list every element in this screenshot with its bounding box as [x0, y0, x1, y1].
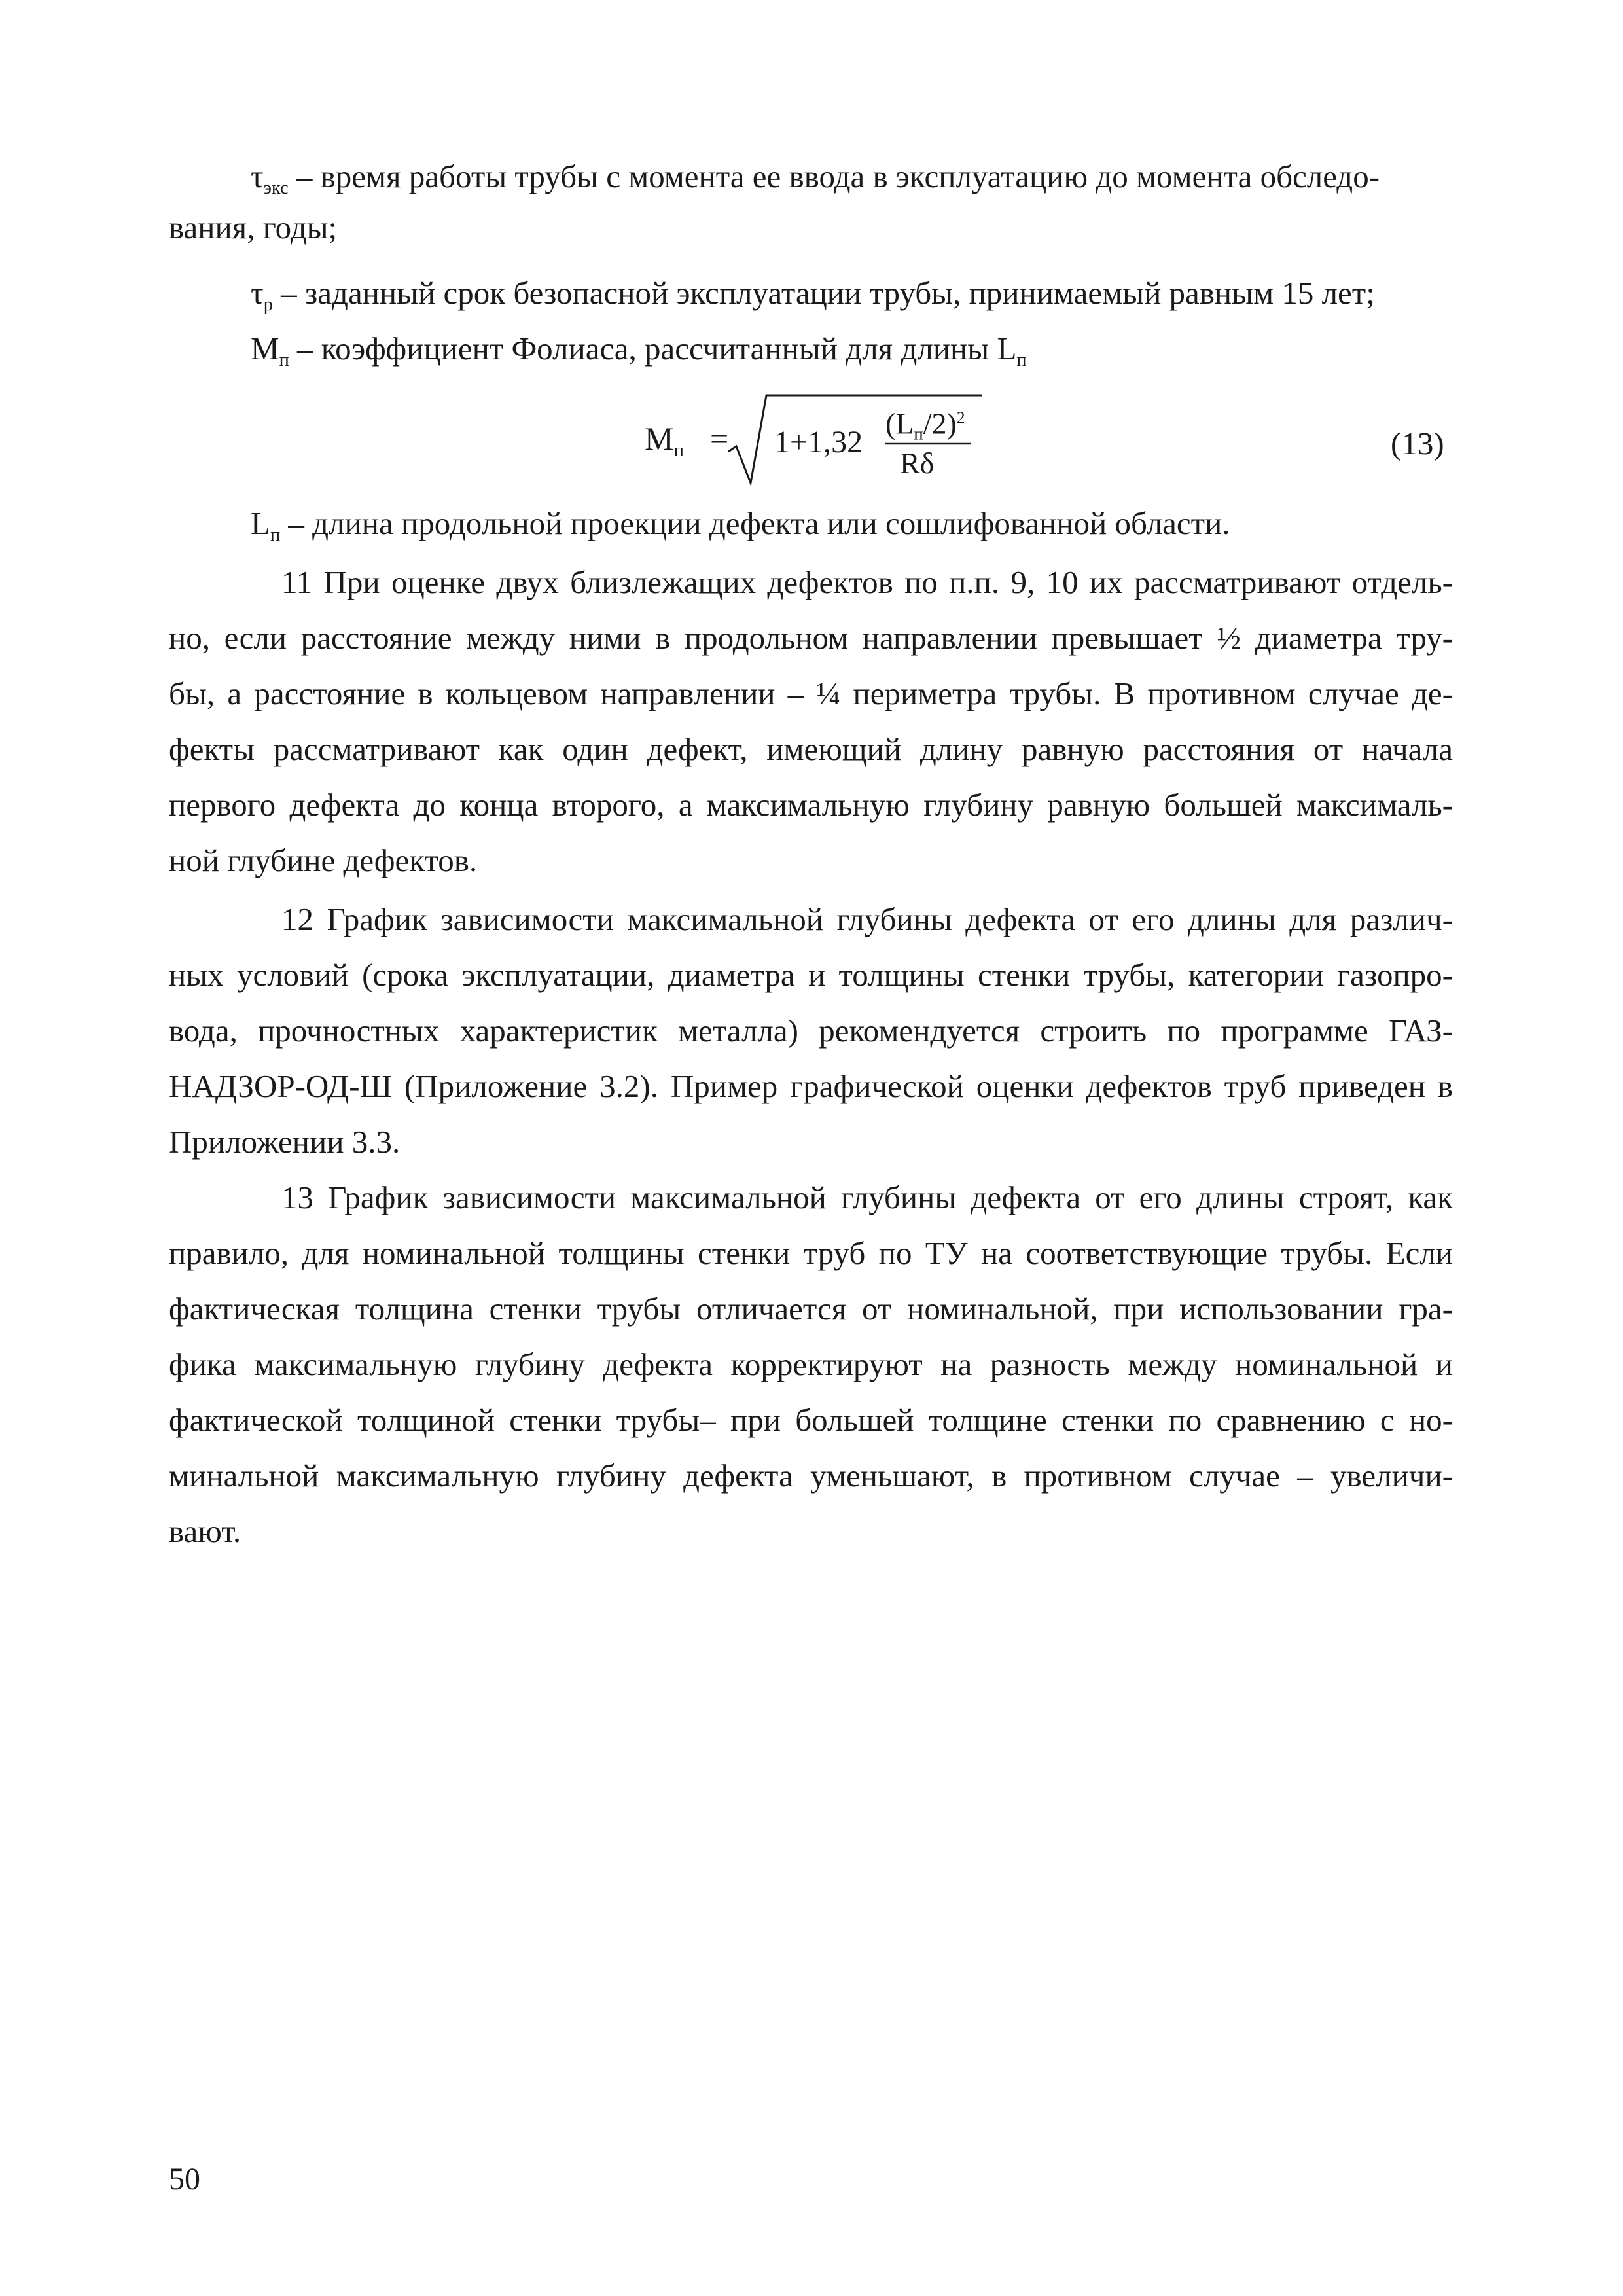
paragraph-12-line-4: НАДЗОР-ОД-Ш (Приложение 3.2). Пример графической оценки дефектов труб приведен в: [169, 1068, 1453, 1104]
definition-text: – заданный срок безопасной эксплуатации трубы, принимаемый равным 15 лет;: [281, 275, 1375, 311]
formula-coefficient: 1+1,32: [774, 425, 863, 459]
paragraph-11-line-3: бы, а расстояние в кольцевом направлении – ¼ периметра трубы. В противном случае де-: [169, 675, 1453, 711]
formula-equals: =: [710, 420, 729, 457]
paragraph-13-line-2: правило, для номинальной толщины стенки труб по ТУ на соответствующие трубы. Если: [169, 1235, 1453, 1271]
paragraph-12-line-5: Приложении 3.3.: [169, 1124, 401, 1160]
paragraph-13-line-6: минальной максимальную глубину дефекта уменьшают, в противном случае – увеличи-: [169, 1458, 1453, 1494]
paragraph-11-line-6: ной глубине дефектов.: [169, 842, 478, 878]
definition-m-p: [251, 329, 1027, 368]
subscript: п: [1016, 350, 1027, 370]
paragraph-11-line-1: 11 При оценке двух близлежащих дефектов по п.п. 9, 10 их рассматривают отдель-: [281, 564, 1453, 600]
definition-text: вания, годы;: [169, 209, 338, 245]
paragraph-11-line-4: фекты рассматривают как один дефект, имеющий длину равную расстояния от начала: [169, 731, 1453, 767]
paragraph-12-line-3: вода, прочностных характеристик металла) рекомендуется строить по программе ГАЗ-: [169, 1013, 1453, 1049]
paragraph-13-line-1: 13 График зависимости максимальной глубины дефекта от его длины строят, как: [281, 1179, 1453, 1215]
subscript: п: [279, 350, 289, 370]
definition-t-eks: [251, 157, 1380, 196]
symbol: τ: [251, 158, 264, 194]
formula-13: [645, 391, 1444, 490]
paragraph-13-line-4: фика максимальную глубину дефекта корректируют на разность между номинальной и: [169, 1346, 1453, 1382]
symbol: М: [251, 331, 279, 367]
subscript: экс: [263, 177, 289, 198]
formula-number: (13): [1391, 425, 1444, 461]
formula-numerator: $(L_п/2)^2$: [885, 406, 965, 444]
symbol: τ: [251, 275, 264, 311]
definition-t-r: [251, 274, 1375, 313]
symbol: L: [251, 505, 270, 541]
page-number: 50: [169, 2162, 200, 2197]
formula-lhs: $М_п$: [645, 420, 684, 461]
definition-text: – коэффициент Фолиаса, рассчитанный для длины L: [297, 331, 1017, 367]
subscript: п: [270, 524, 281, 545]
paragraph-11-line-2: но, если расстояние между ними в продольном направлении превышает ½ диаметра тру-: [169, 620, 1453, 656]
formula-denominator: Rδ: [900, 446, 935, 480]
definition-l-p: [251, 504, 1230, 543]
paragraph-13-line-5: фактической толщиной стенки трубы– при большей толщине стенки по сравнению с но-: [169, 1402, 1453, 1438]
subscript: р: [263, 294, 273, 315]
definition-text: – длина продольной проекции дефекта или сошлифованной области.: [288, 505, 1230, 541]
definition-text: – время работы трубы с момента ее ввода в эксплуатацию до момента обследо-: [296, 158, 1380, 194]
paragraph-12-line-1: 12 График зависимости максимальной глубины дефекта от его длины для различ-: [281, 901, 1453, 937]
paragraph-12-line-2: ных условий (срока эксплуатации, диаметра и толщины стенки трубы, категории газопро-: [169, 957, 1453, 993]
paragraph-11-line-5: первого дефекта до конца второго, а максимальную глубину равную большей максималь-: [169, 787, 1453, 823]
paragraph-13-line-7: вают.: [169, 1513, 241, 1549]
definition-t-eks-continued: [169, 208, 337, 247]
paragraph-13-line-3: фактическая толщина стенки трубы отличается от номинальной, при использовании гра-: [169, 1291, 1453, 1327]
